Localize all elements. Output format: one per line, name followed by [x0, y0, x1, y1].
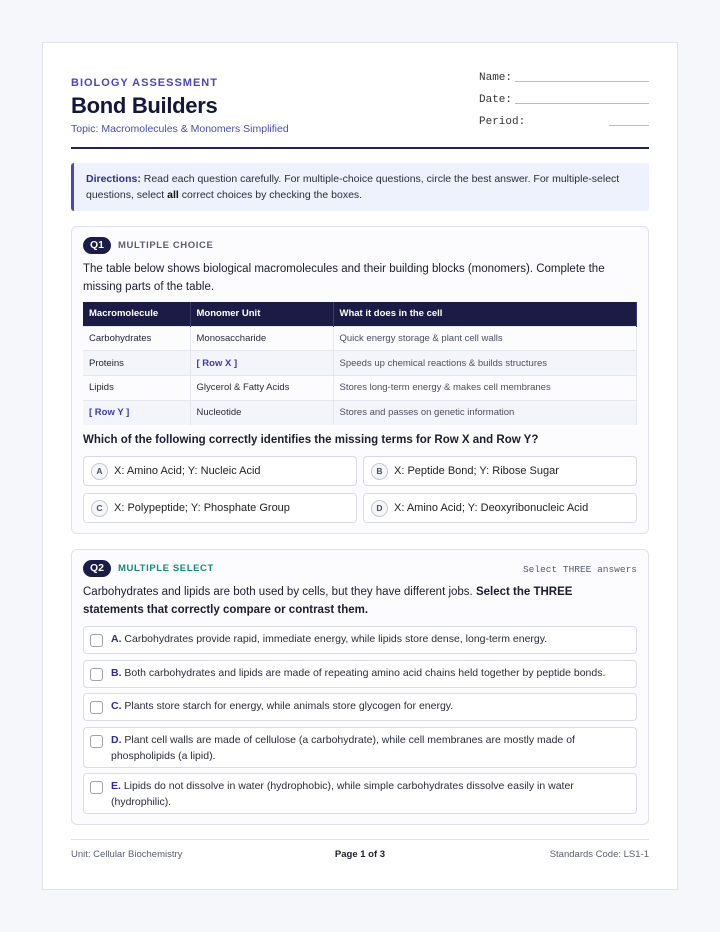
choice-letter: C — [91, 500, 108, 517]
choice-c[interactable] — [83, 493, 357, 523]
choice-text: X: Amino Acid; Y: Deoxyribonucleic Acid — [394, 502, 589, 514]
table-cell: Carbohydrates — [83, 326, 190, 351]
student-info-fields — [479, 71, 649, 137]
macromolecule-table — [83, 302, 637, 425]
date-field[interactable] — [479, 93, 649, 115]
question-1-card — [71, 226, 649, 534]
name-blank-line[interactable] — [515, 81, 649, 82]
option-text — [111, 699, 626, 715]
table-header: What it does in the cell — [333, 302, 637, 326]
choice-b[interactable] — [363, 456, 637, 486]
table-cell: Monosaccharide — [190, 326, 333, 351]
checkbox[interactable] — [90, 735, 103, 748]
checkbox[interactable] — [90, 668, 103, 681]
question-2-badge: Q2 — [83, 560, 111, 577]
worksheet-header — [71, 71, 649, 149]
choice-text: X: Peptide Bond; Y: Ribose Sugar — [394, 465, 559, 477]
option-d[interactable] — [83, 727, 637, 768]
worksheet-page — [42, 42, 678, 890]
choice-d[interactable] — [363, 493, 637, 523]
table-row — [83, 375, 637, 400]
name-label: Name: — [479, 72, 513, 84]
table-cell: Stores and passes on genetic information — [333, 400, 637, 425]
directions-text-a: Read each question carefully. For multiple-choice questions, circle the best answer. For multiple-select questions, select — [86, 173, 620, 201]
question-2-prompt-bold: Select the THREE statements that correctly compare or contrast them. — [83, 586, 573, 616]
header-divider — [71, 147, 649, 149]
option-text — [111, 632, 626, 648]
table-row — [83, 326, 637, 351]
date-blank-line[interactable] — [515, 103, 649, 104]
table-cell: Nucleotide — [190, 400, 333, 425]
table-cell: Glycerol & Fatty Acids — [190, 375, 333, 400]
period-label: Period: — [479, 116, 526, 128]
name-field[interactable] — [479, 71, 649, 93]
option-letter: A. — [111, 633, 122, 645]
choice-a[interactable] — [83, 456, 357, 486]
question-2-prompt-text: Carbohydrates and lipids are both used by cells, but they have different jobs. — [83, 586, 476, 598]
question-1-badge: Q1 — [83, 237, 111, 254]
checkbox[interactable] — [90, 701, 103, 714]
option-body: Plants store starch for energy, while animals store glycogen for energy. — [121, 700, 454, 712]
table-header: Monomer Unit — [190, 302, 333, 326]
option-letter: E. — [111, 780, 121, 792]
period-field[interactable] — [479, 115, 649, 137]
table-row — [83, 351, 637, 376]
choice-text: X: Amino Acid; Y: Nucleic Acid — [114, 465, 261, 477]
question-2-card — [71, 549, 649, 825]
directions-label: Directions: — [86, 173, 141, 185]
choice-text: X: Polypeptide; Y: Phosphate Group — [114, 502, 290, 514]
option-body: Carbohydrates provide rapid, immediate energy, while lipids store dense, long-term energy. — [121, 633, 548, 645]
option-letter: B. — [111, 667, 122, 679]
question-1-prompt: The table below shows biological macromolecules and their building blocks (monomers). Complete the missing parts of the table. — [83, 263, 605, 293]
option-a[interactable] — [83, 626, 637, 654]
select-count-note: Select THREE answers — [522, 564, 637, 575]
option-letter: D. — [111, 734, 122, 746]
table-cell: Proteins — [83, 351, 190, 376]
choice-letter: A — [91, 463, 108, 480]
question-2-prompt — [83, 584, 633, 619]
footer-page-number: Page 1 of 3 — [334, 849, 386, 860]
table-cell: Quick energy storage & plant cell walls — [333, 326, 637, 351]
option-letter: C. — [111, 700, 122, 712]
table-cell: Lipids — [83, 375, 190, 400]
option-text — [111, 779, 626, 810]
footer-standards: Standards Code: LS1-1 — [549, 849, 649, 860]
missing-cell-row-x: [ Row X ] — [190, 351, 333, 376]
option-body: Both carbohydrates and lipids are made of repeating amino acid chains held together by peptide bonds. — [121, 667, 606, 679]
table-row — [83, 400, 637, 425]
option-body: Plant cell walls are made of cellulose (a carbohydrate), while cell membranes are mostly made of phospholipids (a lipid). — [111, 734, 575, 762]
footer-divider — [71, 839, 649, 840]
choice-letter: D — [371, 500, 388, 517]
table-header: Macromolecule — [83, 302, 190, 326]
date-label: Date: — [479, 94, 513, 106]
question-1-stem: Which of the following correctly identifies the missing terms for Row X and Row Y? — [83, 434, 539, 446]
footer-unit: Unit: Cellular Biochemistry — [71, 849, 183, 860]
table-cell: Speeds up chemical reactions & builds structures — [333, 351, 637, 376]
checkbox[interactable] — [90, 634, 103, 647]
directions-box — [71, 163, 649, 211]
directions-bold: all — [167, 188, 179, 201]
option-text — [111, 666, 626, 682]
table-header-row — [83, 302, 637, 326]
missing-cell-row-y: [ Row Y ] — [83, 400, 190, 425]
option-b[interactable] — [83, 660, 637, 688]
subject-kicker: BIOLOGY ASSESSMENT — [71, 77, 218, 89]
question-1-type: MULTIPLE CHOICE — [118, 240, 214, 251]
choice-letter: B — [371, 463, 388, 480]
period-blank-line[interactable] — [609, 125, 649, 126]
question-2-type: MULTIPLE SELECT — [118, 563, 214, 574]
option-e[interactable] — [83, 773, 637, 814]
option-c[interactable] — [83, 693, 637, 721]
topic-line: Topic: Macromolecules & Monomers Simplified — [71, 123, 289, 135]
directions-text-b: correct choices by checking the boxes. — [178, 188, 363, 201]
table-cell: Stores long-term energy & makes cell membranes — [333, 375, 637, 400]
option-text — [111, 733, 626, 764]
page-title: Bond Builders — [71, 93, 218, 118]
option-body: Lipids do not dissolve in water (hydrophobic), while simple carbohydrates dissolve easily in water (hydrophilic). — [111, 780, 574, 808]
checkbox[interactable] — [90, 781, 103, 794]
